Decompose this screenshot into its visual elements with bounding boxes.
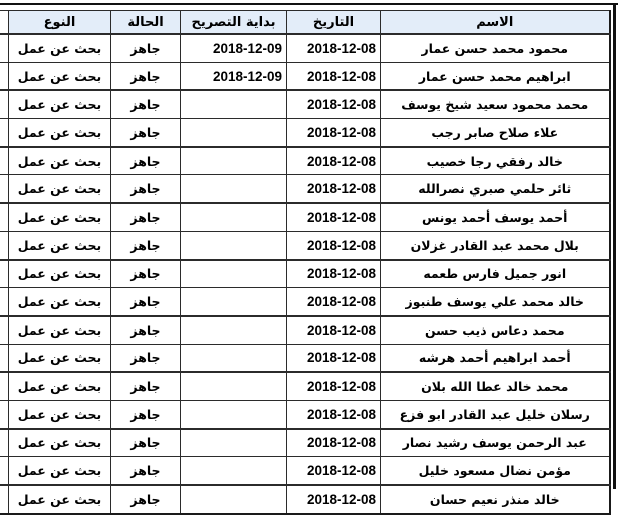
cell-name: رسلان خليل عبد القادر ابو فزع — [381, 400, 610, 428]
cell-status: جاهز — [111, 485, 181, 514]
cell-cutoff — [0, 175, 9, 203]
cell-permit-start — [181, 400, 287, 428]
cell-date: 2018-12-08 — [287, 316, 381, 344]
table-header — [0, 11, 610, 35]
col-header-permit-start: بداية التصريح — [181, 11, 287, 35]
cell-type: بحث عن عمل — [9, 62, 111, 90]
cell-status: جاهز — [111, 119, 181, 147]
cell-cutoff — [0, 231, 9, 259]
cell-type: بحث عن عمل — [9, 147, 111, 175]
table-row — [0, 344, 610, 372]
col-header-status: الحالة — [111, 11, 181, 35]
cell-type: بحث عن عمل — [9, 288, 111, 316]
cell-permit-start — [181, 457, 287, 485]
cell-status: جاهز — [111, 429, 181, 457]
table-row — [0, 62, 610, 90]
col-header-name: الاسم — [381, 11, 610, 35]
cell-type: بحث عن عمل — [9, 372, 111, 400]
cell-cutoff — [0, 344, 9, 372]
cell-permit-start — [181, 147, 287, 175]
cell-permit-start — [181, 429, 287, 457]
table-row — [0, 485, 610, 514]
table-row — [0, 119, 610, 147]
table-row — [0, 260, 610, 288]
table-row — [0, 231, 610, 259]
cell-date: 2018-12-08 — [287, 457, 381, 485]
cell-status: جاهز — [111, 62, 181, 90]
cell-name: أحمد يوسف أحمد يونس — [381, 203, 610, 231]
table-row — [0, 457, 610, 485]
cell-date: 2018-12-08 — [287, 231, 381, 259]
cell-date: 2018-12-08 — [287, 34, 381, 62]
cell-type: بحث عن عمل — [9, 316, 111, 344]
cell-permit-start — [181, 485, 287, 514]
cell-status: جاهز — [111, 260, 181, 288]
cell-date: 2018-12-08 — [287, 203, 381, 231]
cell-permit-start — [181, 372, 287, 400]
cell-status: جاهز — [111, 175, 181, 203]
cell-date: 2018-12-08 — [287, 119, 381, 147]
cell-status: جاهز — [111, 344, 181, 372]
cell-status: جاهز — [111, 288, 181, 316]
cell-type: بحث عن عمل — [9, 400, 111, 428]
cell-type: بحث عن عمل — [9, 457, 111, 485]
cell-date: 2018-12-08 — [287, 485, 381, 514]
cell-status: جاهز — [111, 316, 181, 344]
col-header-cutoff — [0, 11, 9, 35]
table-right-border — [613, 3, 616, 489]
cell-date: 2018-12-08 — [287, 260, 381, 288]
cell-cutoff — [0, 400, 9, 428]
cell-status: جاهز — [111, 231, 181, 259]
cell-status: جاهز — [111, 147, 181, 175]
table-row — [0, 372, 610, 400]
table-row — [0, 400, 610, 428]
cell-cutoff — [0, 34, 9, 62]
cell-cutoff — [0, 429, 9, 457]
cell-permit-start — [181, 260, 287, 288]
cell-date: 2018-12-08 — [287, 344, 381, 372]
col-header-type: النوع — [9, 11, 111, 35]
cell-cutoff — [0, 147, 9, 175]
table-row — [0, 175, 610, 203]
cell-cutoff — [0, 260, 9, 288]
cell-cutoff — [0, 288, 9, 316]
cell-permit-start — [181, 175, 287, 203]
cell-date: 2018-12-08 — [287, 372, 381, 400]
cell-name: انور جميل فارس طعمه — [381, 260, 610, 288]
cell-status: جاهز — [111, 372, 181, 400]
cell-permit-start — [181, 119, 287, 147]
cell-type: بحث عن عمل — [9, 485, 111, 514]
cell-type: بحث عن عمل — [9, 429, 111, 457]
table-row — [0, 316, 610, 344]
cell-date: 2018-12-08 — [287, 90, 381, 118]
cell-type: بحث عن عمل — [9, 34, 111, 62]
permits-table — [0, 10, 611, 515]
table-row — [0, 147, 610, 175]
cell-permit-start — [181, 344, 287, 372]
cell-name: خالد محمد علي يوسف طنبوز — [381, 288, 610, 316]
table-row — [0, 429, 610, 457]
cell-type: بحث عن عمل — [9, 90, 111, 118]
cell-cutoff — [0, 62, 9, 90]
cell-date: 2018-12-08 — [287, 288, 381, 316]
cell-permit-start: 2018-12-09 — [181, 62, 287, 90]
cell-name: أحمد ابراهيم أحمد هرشه — [381, 344, 610, 372]
cell-name: خالد رفقي رجا خصيب — [381, 147, 610, 175]
cell-type: بحث عن عمل — [9, 203, 111, 231]
cell-permit-start: 2018-12-09 — [181, 34, 287, 62]
cell-cutoff — [0, 372, 9, 400]
cell-date: 2018-12-08 — [287, 147, 381, 175]
col-header-date: التاريخ — [287, 11, 381, 35]
cell-date: 2018-12-08 — [287, 175, 381, 203]
cell-name: خالد منذر نعيم حسان — [381, 485, 610, 514]
cell-name: مؤمن نضال مسعود خليل — [381, 457, 610, 485]
cell-status: جاهز — [111, 203, 181, 231]
cell-name: بلال محمد عبد القادر غزلان — [381, 231, 610, 259]
cell-date: 2018-12-08 — [287, 400, 381, 428]
cell-type: بحث عن عمل — [9, 344, 111, 372]
cell-cutoff — [0, 457, 9, 485]
cell-cutoff — [0, 90, 9, 118]
cell-cutoff — [0, 119, 9, 147]
table-body — [0, 34, 610, 514]
cell-name: محمد محمود سعيد شيخ يوسف — [381, 90, 610, 118]
cell-permit-start — [181, 316, 287, 344]
cell-cutoff — [0, 203, 9, 231]
cell-type: بحث عن عمل — [9, 231, 111, 259]
cell-name: ابراهيم محمد حسن عمار — [381, 62, 610, 90]
cell-cutoff — [0, 316, 9, 344]
table-row — [0, 203, 610, 231]
cell-status: جاهز — [111, 457, 181, 485]
cell-cutoff — [0, 485, 9, 514]
cell-permit-start — [181, 288, 287, 316]
cell-type: بحث عن عمل — [9, 260, 111, 288]
cell-permit-start — [181, 203, 287, 231]
cell-date: 2018-12-08 — [287, 62, 381, 90]
page-top-rule — [0, 3, 618, 5]
cell-name: عبد الرحمن يوسف رشيد نصار — [381, 429, 610, 457]
cell-type: بحث عن عمل — [9, 119, 111, 147]
cell-status: جاهز — [111, 34, 181, 62]
table-row — [0, 90, 610, 118]
cell-type: بحث عن عمل — [9, 175, 111, 203]
cell-status: جاهز — [111, 400, 181, 428]
cell-name: محمد دعاس ذيب حسن — [381, 316, 610, 344]
cell-name: محمود محمد حسن عمار — [381, 34, 610, 62]
cell-status: جاهز — [111, 90, 181, 118]
cell-name: علاء صلاح صابر رجب — [381, 119, 610, 147]
cell-name: ثائر حلمي صبري نصرالله — [381, 175, 610, 203]
table-header-row — [0, 11, 610, 35]
cell-date: 2018-12-08 — [287, 429, 381, 457]
cell-name: محمد خالد عطا الله بلان — [381, 372, 610, 400]
cell-permit-start — [181, 231, 287, 259]
cell-permit-start — [181, 90, 287, 118]
table-row — [0, 34, 610, 62]
table-row — [0, 288, 610, 316]
